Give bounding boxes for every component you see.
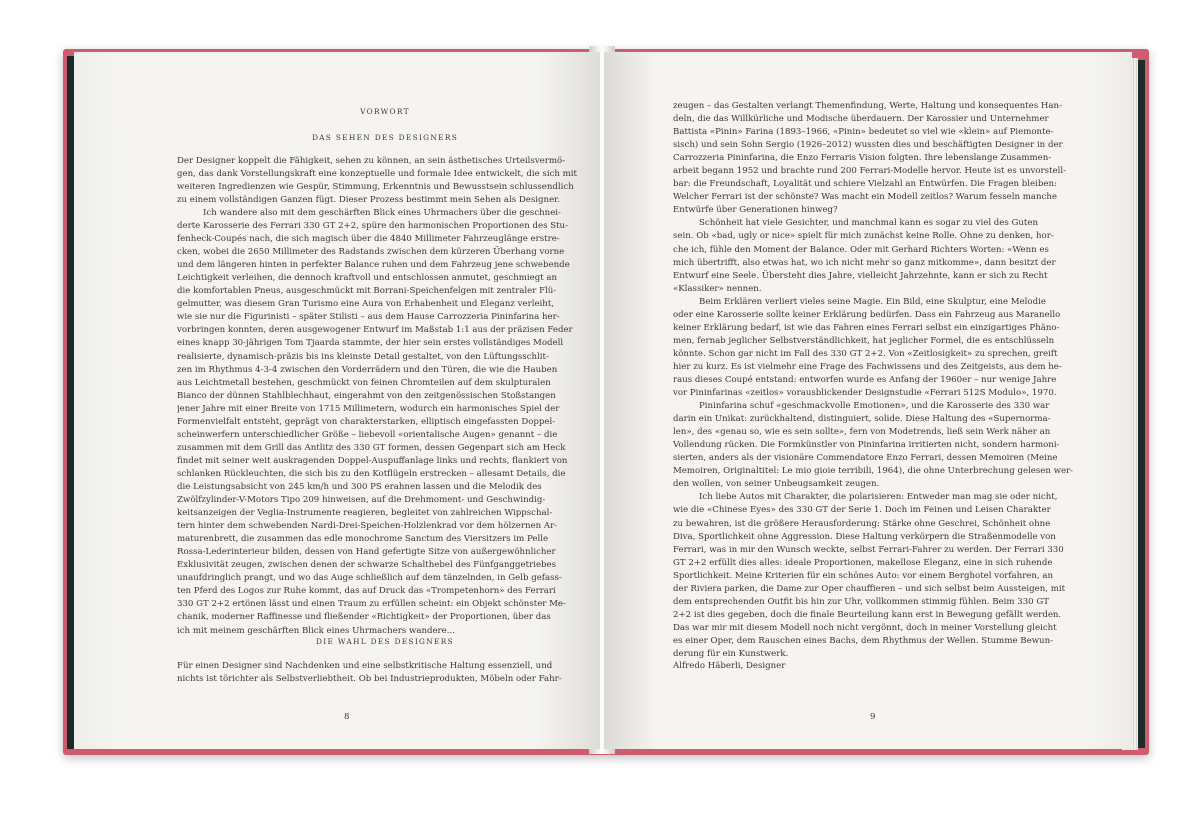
text-line: könnte. Schon gar nicht im Fall des 330 GT 2+2. Von «Zeitlosigkeit» zu sprechen, greift — [673, 348, 1058, 359]
text-line: deln, die das Willkürliche und Modische überdauern. Der Karossier und Unternehmer — [673, 114, 1049, 125]
heading-die-wahl: DIE WAHL DES DESIGNERS — [316, 637, 454, 646]
left-paragraph-1 — [177, 155, 593, 207]
text-line: zen im Rhythmus 4-3-4 zwischen den Vorderrädern und den Türen, die wie die Hauben — [177, 364, 558, 375]
text-line: gen, das dank Vorstellungskraft eine konzeptuelle und formale Idee entwickelt, die sich mit — [177, 169, 577, 180]
text-line: che ich, fühle den Moment der Balance. Oder mit Gerhard Richters Worten: «Wenn es — [673, 244, 1049, 255]
text-line: Das war mir mit diesem Modell noch nicht vergönnt, doch in meiner Vorstellung gleicht — [673, 622, 1057, 633]
text-line: Pininfarina schuf «geschmackvolle Emotionen», und die Karosserie des 330 war — [699, 401, 1050, 412]
text-line: len», des «genau so, wie es sein sollte», fern von Modetrends, ließ sein Werk näher an — [673, 427, 1051, 438]
text-line: bar: die Freundschaft, Loyalität und schiere Vielzahl an Entwürfen. Die Fragen bleiben: — [673, 179, 1057, 190]
text-line: Schönheit hat viele Gesichter, und manchmal kann es sogar zu viel des Guten — [699, 218, 1039, 229]
right-paragraph-5 — [673, 491, 1099, 661]
text-line: zeugen – das Gestalten verlangt Themenfindung, Werte, Haltung und konsequentes Han- — [673, 101, 1062, 111]
text-line: jener Jahre mit einer Breite von 1715 Millimetern, wodurch ein harmonisches Spiel der — [177, 403, 560, 414]
text-line: aus Leichtmetall bestehen, geschmückt von feinen Chromteilen auf dem skulpturalen — [177, 377, 551, 388]
text-line: Ich liebe Autos mit Charakter, die polarisieren: Entweder man mag sie oder nicht, — [699, 492, 1058, 503]
text-line: darin ein Unikat: zurückhaltend, distinguiert, solide. Diese Haltung des «Supernorma- — [673, 414, 1051, 425]
text-line: der Riviera parken, die Dame zur Oper chauffieren – und sich selbst beim Aussteigen, mit — [673, 583, 1066, 594]
text-line: scheinwerfern unterschiedlicher Größe – liebevoll «orientalische Augen» genannt – die — [177, 429, 558, 440]
text-line: derte Karosserie des Ferrari 330 GT 2+2, spüre den harmonischen Proportionen des Stu- — [177, 221, 568, 232]
text-line: Formenvielfalt entsteht, geprägt von charakterstarken, elliptisch eingefassten Doppel- — [177, 416, 556, 427]
text-line: gelmutter, was diesem Gran Turismo eine Aura von Erhabenheit und Eleganz verleiht, — [177, 299, 555, 310]
signature: Alfredo Häberli, Designer — [673, 661, 786, 671]
section-label: VORWORT — [360, 107, 410, 116]
text-line: keitsanzeigen der Veglia-Instrumente reagieren, begleitet von zahlreichen Wippschal- — [177, 508, 553, 519]
text-line: den wollen, von seiner Unbeugsamkeit zeugen. — [673, 479, 880, 490]
text-line: men, fernab jeglicher Selbstverständlichkeit, hat jeglicher Formel, die es entschlüsseln — [673, 335, 1055, 346]
left-paragraph-3 — [177, 660, 593, 686]
text-line: GT 2+2 erfüllt dies alles: ideale Proportionen, makellose Eleganz, eine in sich ruhende — [673, 557, 1053, 568]
text-line: vor Pininfarinas «zeitlos» vorausblickender Designstudie «Ferrari 512S Modulo», 1970. — [673, 388, 1057, 399]
left-page — [74, 52, 600, 749]
text-line: wie sie nur die Figurinisti – später Stilisti – aus dem Hause Carrozzeria Pininfarina her- — [177, 312, 560, 323]
text-line: sein. Ob «bad, ugly or nice» spielt für mich zunächst keine Rolle. Ohne zu denken, hor- — [673, 231, 1054, 242]
text-line: Bianco der dünnen Stahlblechhaut, eingerahmt von den zeitgenössischen Stoßstangen — [177, 390, 556, 401]
text-line: ich mit meinem geschärften Blick eines Uhrmachers wandere... — [177, 625, 455, 636]
text-line: maturenbrett, die zusammen das edle monochrome Sanctum des Viersitzers im Pelle — [177, 534, 549, 545]
text-line: die Leistungsabsicht von 245 km/h und 300 PS erahnen lassen und die Melodik des — [177, 481, 542, 492]
text-line: ten Pferd des Logos zur Ruhe kommt, das auf Druck das «Trompetenhorn» des Ferrari — [177, 586, 556, 597]
text-line: Sportlichkeit. Meine Kriterien für ein schönes Auto: vor einem Berghotel vorfahren, an — [673, 570, 1054, 581]
right-paragraph-3 — [673, 296, 1099, 400]
text-line: Exklusivität zeugen, zwischen denen der schwarze Schalthebel des Fünfganggetriebes — [177, 560, 557, 571]
text-line: wie die «Chinese Eyes» des 330 GT der Serie 1. Doch im Feinen und Leisen Charakter — [673, 505, 1051, 516]
text-line: Carrozzeria Pininfarina, die Enzo Ferraris Vision folgten. Ihre lebenslange Zusammen- — [673, 153, 1052, 164]
text-line: Ferrari, was in mir den Wunsch weckte, selbst Ferrari-Fahrer zu werden. Der Ferrari 330 — [673, 544, 1064, 555]
text-line: Memoiren, Originaltitel: Le mio gioie terribili, 1964), die ohne Unterbrechung gelesen wer- — [673, 466, 1074, 477]
page-number-left: 8 — [344, 712, 350, 722]
right-paragraph-4 — [673, 400, 1099, 491]
text-line: Zwölfzylinder-V-Motors Tipo 209 hinweisen, auf die Drehmoment- und Geschwindig- — [177, 495, 546, 506]
text-line: Battista «Pinin» Farina (1893–1966, «Pinin» bedeutet so viel wie «klein» auf Piemonte- — [673, 127, 1054, 138]
text-line: Rossa-Lederinterieur bilden, dessen von Hand gefertigte Sitze von außergewöhnlicher — [177, 547, 556, 558]
text-line: dem entsprechenden Outfit bis hin zur Uhr, vollkommen stimmig fühlen. Beim 330 GT — [673, 596, 1049, 607]
text-line: Beim Erklären verliert vieles seine Magie. Ein Bild, eine Skulptur, eine Melodie — [699, 296, 1046, 307]
text-line: findet mit seiner weit auskragenden Doppel-Auspuffanlage links und rechts, flankiert von — [177, 455, 568, 466]
text-line: fenheck-Coupés nach, die sich magisch über die 4840 Millimeter Fahrzeuglänge erstre- — [177, 234, 560, 245]
text-line: Vollendung rücken. Die Formkünstler von Pininfarina irritierten nicht, sondern harmoni- — [673, 440, 1060, 451]
text-line: derung für ein Kunstwerk. — [673, 648, 789, 659]
text-line: die komfortablen Pneus, ausgeschmückt mit Borrani-Speichenfelgen mit zentraler Flü- — [177, 286, 557, 297]
text-line: Ich wandere also mit dem geschärften Blick eines Uhrmachers über die geschnei- — [203, 208, 561, 218]
left-paragraph-2 — [177, 207, 593, 638]
text-line: 2+2 ist dies gegeben, doch die finale Beurteilung kann erst in Bewegung gefällt werden. — [673, 609, 1062, 620]
text-line: mich übertrifft, also etwas hat, wo ich nicht mehr so ganz mitkomme», dann besitzt der — [673, 257, 1056, 268]
text-line: realisierte, dynamisch-präzis bis ins kleinste Detail gestaltet, von den Lüftungsschlit- — [177, 351, 549, 362]
text-line: unaufdringlich prangt, und wo das Auge schließlich auf dem tänzelnden, in Gelb gefass- — [177, 573, 562, 584]
heading-das-sehen: DAS SEHEN DES DESIGNERS — [311, 133, 459, 142]
page-number-right: 9 — [870, 712, 876, 722]
text-line: 330 GT 2+2 ertönen lässt und einen Traum zu erfüllen scheint: ein Objekt schönster Me- — [177, 599, 566, 610]
text-line: Entwürfe über Generationen hinweg? — [673, 205, 838, 216]
text-line: keiner Erklärung bedarf, ist wie das Fahren eines Ferrari selbst ein einzigartiges Phäno- — [673, 322, 1060, 333]
text-line: weiteren Ingredienzen wie Gespür, Stimmung, Erkenntnis und Bewusstsein schlussendlich — [177, 182, 574, 193]
text-line: zusammen mit dem Grill das Antlitz des 330 GT formen, dessen Gegenpart sich am Heck — [177, 442, 566, 453]
text-line: und dem längeren hinten in perfekter Balance ruhen und dem Fahrzeug jene schwebende — [177, 260, 570, 271]
text-line: zu bewahren, ist die größere Herausforderung: Stärke ohne Geschrei, Schönheit ohne — [673, 518, 1051, 529]
text-line: arbeit begann 1952 und brachte rund 200 Ferrari-Modelle hervor. Heute ist es unvorstell- — [673, 166, 1067, 177]
text-line: Der Designer koppelt die Fähigkeit, sehen zu können, an sein ästhetisches Urteilsvermö- — [177, 156, 566, 166]
text-line: cken, wobei die 2650 Millimeter des Radstands zwischen dem kürzeren Überhang vorne — [177, 247, 565, 258]
text-line: oder eine Karosserie sollte keiner Erklärung bedürfen. Dass ein Fahrzeug aus Maranello — [673, 309, 1061, 320]
text-line: Entwurf eine Seele. Übersteht dies Jahre, vielleicht Jahrzehnte, kann er sich zu Recht — [673, 270, 1048, 281]
text-line: raus dieses Coupé entstand: entworfen wurde es Anfang der 1960er – nur wenige Jahre — [673, 374, 1057, 385]
right-page — [604, 52, 1132, 749]
text-line: tern hinter dem schwebenden Nardi-Drei-Speichen-Holzlenkrad vor dem hölzernen Ar- — [177, 521, 558, 532]
text-line: Für einen Designer sind Nachdenken und eine selbstkritische Haltung essenziell, und — [177, 661, 553, 671]
text-line: nichts ist törichter als Selbstverliebtheit. Ob bei Industrieprodukten, Möbeln oder Fahr- — [177, 674, 562, 685]
text-line: hier zu kurz. Es ist vielmehr eine Frage des Fachwissens und des Zeitgeists, aus dem he- — [673, 361, 1062, 372]
right-paragraph-1 — [673, 100, 1099, 217]
text-line: eines knapp 30-jährigen Tom Tjaarda stammte, der hier sein erstes vollständiges Modell — [177, 338, 564, 349]
text-line: chanik, moderner Raffinesse und fließender «Richtigkeit» der Proportionen, über das — [177, 612, 551, 623]
text-line: Diva, Sportlichkeit ohne Aggression. Diese Haltung verkörpern die Straßenmodelle von — [673, 531, 1056, 542]
right-text-column — [673, 100, 1099, 661]
text-line: sisch) und sein Sohn Sergio (1926–2012) wussten dies und beschäftigten Designer in der — [673, 140, 1063, 151]
text-line: sierten, anders als der visionäre Commendatore Enzo Ferrari, dessen Memoiren (Meine — [673, 453, 1058, 464]
text-line: vorbringen konnten, deren ausgewogener Entwurf im Maßstab 1:1 aus der präzisen Feder — [177, 325, 573, 336]
text-line: es einer Oper, dem Rauschen eines Bachs, dem Rhythmus der Wellen. Stumme Bewun- — [673, 635, 1054, 646]
text-line: «Klassiker» nennen. — [673, 283, 762, 294]
text-line: zu einem vollständigen Ganzen fügt. Dieser Prozess bestimmt mein Sehen als Designer. — [177, 195, 561, 206]
right-paragraph-2 — [673, 217, 1099, 295]
text-line: Welcher Ferrari ist der schönste? Was macht ein Modell zeitlos? Warum fesseln manche — [673, 192, 1057, 203]
text-line: schlanken Rückleuchten, die sich bis zu den Kotflügeln erstrecken – allesamt Details, die — [177, 468, 566, 479]
text-line: Leichtigkeit verleihen, die dennoch kraftvoll und entschlossen anmutet, geschmiegt an — [177, 273, 558, 284]
